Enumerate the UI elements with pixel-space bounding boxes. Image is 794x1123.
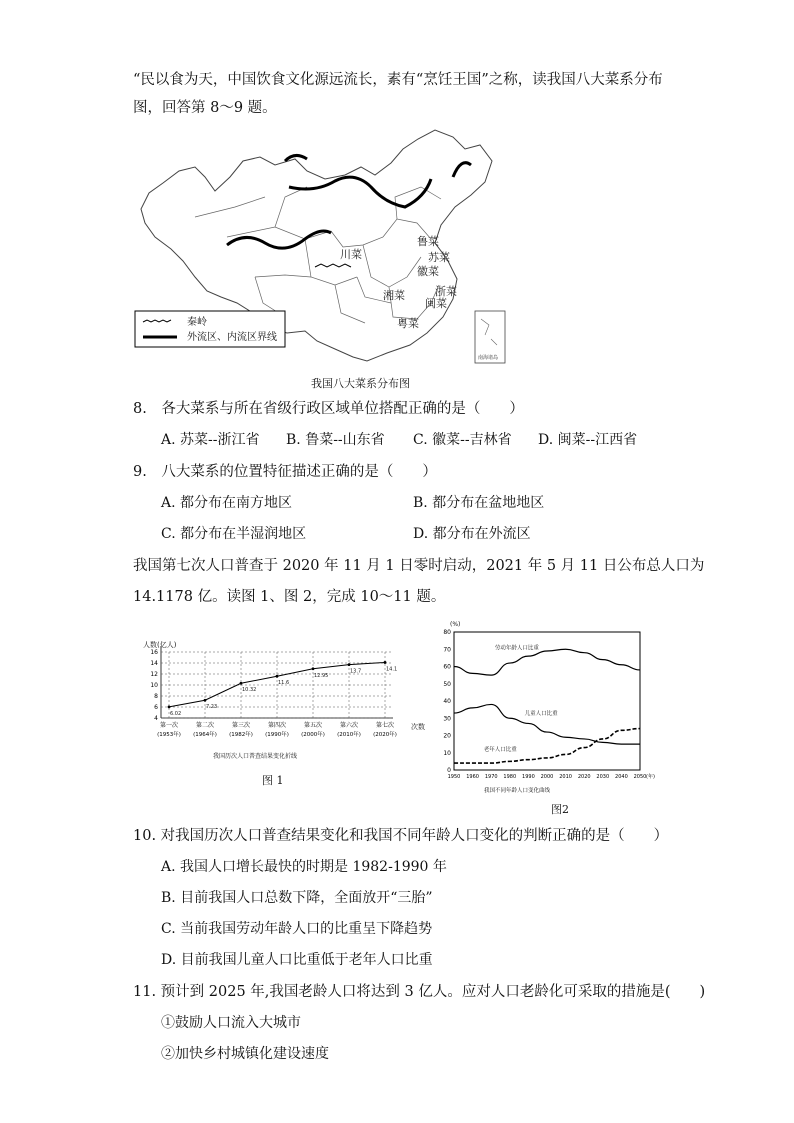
q8-option-b: B. 鲁菜--山东省 — [286, 432, 385, 448]
legend-qinling-label: 秦岭 — [187, 317, 207, 328]
chart2-xtick: 2020 — [577, 774, 591, 780]
chart1-point — [276, 675, 279, 678]
chart1-value-label: 11.6 — [278, 680, 290, 687]
chart2-ytick: 60 — [443, 663, 451, 671]
chart2-series-label: 儿童人口比重 — [524, 710, 558, 717]
chart1-xtick-year: (2010年) — [337, 732, 361, 738]
chart1-value-label: 13.7 — [350, 668, 362, 675]
chart2-xtick: 1970 — [484, 774, 498, 780]
q9-option-a: A. 都分布在南方地区 — [161, 495, 293, 511]
chart1-value-label: 12.95 — [314, 672, 329, 679]
chart1-xtick: 第二次 — [195, 722, 215, 729]
chart2-xtick: 1990 — [522, 774, 535, 780]
age-structure-chart — [432, 620, 655, 816]
q10-stem: 10. 对我国历次人口普查结果变化和我国不同年龄人口变化的判断正确的是（ ） — [133, 828, 669, 844]
label-su: 苏菜 — [428, 251, 450, 264]
chart2-series-label: 老年人口比重 — [483, 747, 517, 754]
label-min: 闽菜 — [425, 297, 447, 310]
chart2-ytick: 80 — [443, 629, 451, 636]
intro-text-line2: 图，回答第 8～9 题。 — [133, 100, 277, 116]
chart1-xtick: 第七次 — [375, 722, 395, 729]
chart1-ytick: 10 — [150, 682, 158, 689]
intro2-line2: 14.1178 亿。读图 1、图 2，完成 10～11 题。 — [133, 589, 446, 605]
chart1-point — [240, 682, 243, 685]
chart1-xtick: 第四次 — [267, 722, 287, 729]
chart1-xlabel: 次数 — [411, 723, 425, 731]
label-zhe: 浙菜 — [435, 285, 457, 298]
chart1-xtick: 第五次 — [303, 722, 323, 729]
chart2-xtick: 2010 — [559, 774, 572, 780]
q9-option-d: D. 都分布在外流区 — [413, 526, 531, 542]
q11-option-2: ②加快乡村城镇化建设速度 — [161, 1046, 329, 1062]
q11-stem: 11. 预计到 2025 年,我国老龄人口将达到 3 亿人。应对人口老龄化可采取的措施是( ) — [133, 984, 706, 1000]
chart2-series-line — [454, 649, 640, 675]
q9-option-b: B. 都分布在盆地地区 — [413, 495, 545, 511]
chart1-xtick-year: (2000年) — [301, 732, 325, 738]
chart1-value-label: 7.23 — [206, 704, 218, 711]
chart1-ytick: 12 — [150, 671, 158, 678]
inset-label: 南海诸岛 — [478, 355, 499, 361]
chart2-xtick: 2000 — [540, 774, 554, 780]
q9-option-c: C. 都分布在半湿润地区 — [161, 526, 307, 542]
cuisine-map — [135, 127, 507, 372]
q11-option-1: ①鼓励人口流入大城市 — [161, 1015, 301, 1031]
chart1-value-label: 6.02 — [170, 710, 182, 717]
chart2-frame — [454, 632, 640, 770]
q10-option-d: D. 目前我国儿童人口比重低于老年人口比重 — [161, 952, 433, 968]
chart2-caption: 图2 — [551, 803, 569, 816]
chart1-xtick-year: (2020年) — [373, 732, 397, 738]
label-chuan: 川菜 — [340, 248, 362, 261]
chart1-xtick-year: (1964年) — [193, 732, 217, 738]
q10-option-c: C. 当前我国劳动年龄人口的比重呈下降趋势 — [161, 921, 433, 937]
chart1-xtick: 第六次 — [339, 722, 359, 729]
chart2-ytick: 70 — [443, 646, 451, 654]
chart2-xtick: 2030 — [596, 774, 610, 780]
chart2-ytick: 50 — [443, 680, 451, 688]
chart2-ylabel: (%) — [450, 621, 461, 628]
chart1-xtick: 第一次 — [159, 722, 179, 729]
chart2-title: 我国不同年龄人口变化曲线 — [484, 788, 551, 794]
chart1-ytick: 6 — [154, 704, 158, 711]
chart1-point — [348, 663, 351, 666]
chart1-xtick: 第三次 — [231, 722, 251, 729]
label-yue: 粤菜 — [397, 317, 419, 330]
chart1-xtick-year: (1953年) — [157, 732, 181, 738]
q8-stem: 8. 各大菜系与所在省级行政区域单位搭配正确的是（ ） — [133, 401, 524, 417]
q9-stem: 9. 八大菜系的位置特征描述正确的是（ ） — [133, 464, 437, 480]
census-chart — [133, 636, 425, 788]
chart1-caption: 图 1 — [262, 774, 284, 787]
chart2-series-line — [454, 729, 640, 764]
chart1-point — [384, 661, 387, 664]
label-lu: 鲁菜 — [417, 235, 439, 248]
chart2-ytick: 0 — [447, 767, 451, 774]
chart2-xtick: 2050 — [633, 774, 647, 780]
chart1-ytick: 14 — [150, 660, 158, 667]
chart2-series-label: 劳动年龄人口比重 — [494, 645, 539, 652]
chart1-ytick: 16 — [150, 649, 158, 656]
label-hui: 徽菜 — [417, 265, 439, 278]
chart2-xtick: 1980 — [503, 774, 517, 780]
intro-text-line1: “民以食为天，中国饮食文化源远流长，素有“烹饪王国”之称，读我国八大菜系分布 — [133, 72, 663, 88]
q10-option-b: B. 目前我国人口总数下降，全面放开“三胎” — [161, 890, 433, 906]
chart2-ytick: 20 — [443, 732, 451, 740]
chart2-xunit: (年) — [646, 774, 655, 780]
chart1-point — [168, 705, 171, 708]
chart1-title: 我国历次人口普查结果变化折线 — [213, 753, 298, 760]
q10-option-a: A. 我国人口增长最快的时期是 1982-1990 年 — [161, 859, 447, 875]
q8-option-a: A. 苏菜--浙江省 — [161, 432, 260, 448]
chart1-point — [204, 699, 207, 702]
label-xiang: 湘菜 — [383, 289, 405, 302]
map-caption: 我国八大菜系分布图 — [311, 377, 410, 390]
legend-boundary-label: 外流区、内流区界线 — [187, 332, 277, 343]
chart2-xtick: 1950 — [447, 774, 461, 780]
chart1-ylabel: 人数(亿人) — [143, 641, 177, 649]
chart2-xtick: 2040 — [615, 774, 628, 780]
chart1-point — [312, 667, 315, 670]
chart2-ytick: 10 — [443, 749, 451, 757]
chart2-ytick: 40 — [443, 698, 451, 705]
q8-option-c: C. 徽菜--吉林省 — [413, 432, 512, 448]
chart1-xtick-year: (1990年) — [265, 732, 289, 738]
chart1-value-label: 14.1 — [386, 666, 398, 673]
q8-option-d: D. 闽菜--江西省 — [538, 432, 638, 448]
intro2-line1: 我国第七次人口普查于 2020 年 11 月 1 日零时启动，2021 年 5 月 11 日公布总人口为 — [133, 558, 705, 574]
chart1-xtick-year: (1982年) — [229, 732, 253, 738]
chart1-ytick: 4 — [154, 715, 158, 722]
chart2-xtick: 1960 — [466, 774, 479, 780]
chart1-ytick: 8 — [154, 693, 158, 700]
chart2-ytick: 30 — [443, 715, 451, 723]
chart1-value-label: 10.32 — [242, 687, 257, 694]
